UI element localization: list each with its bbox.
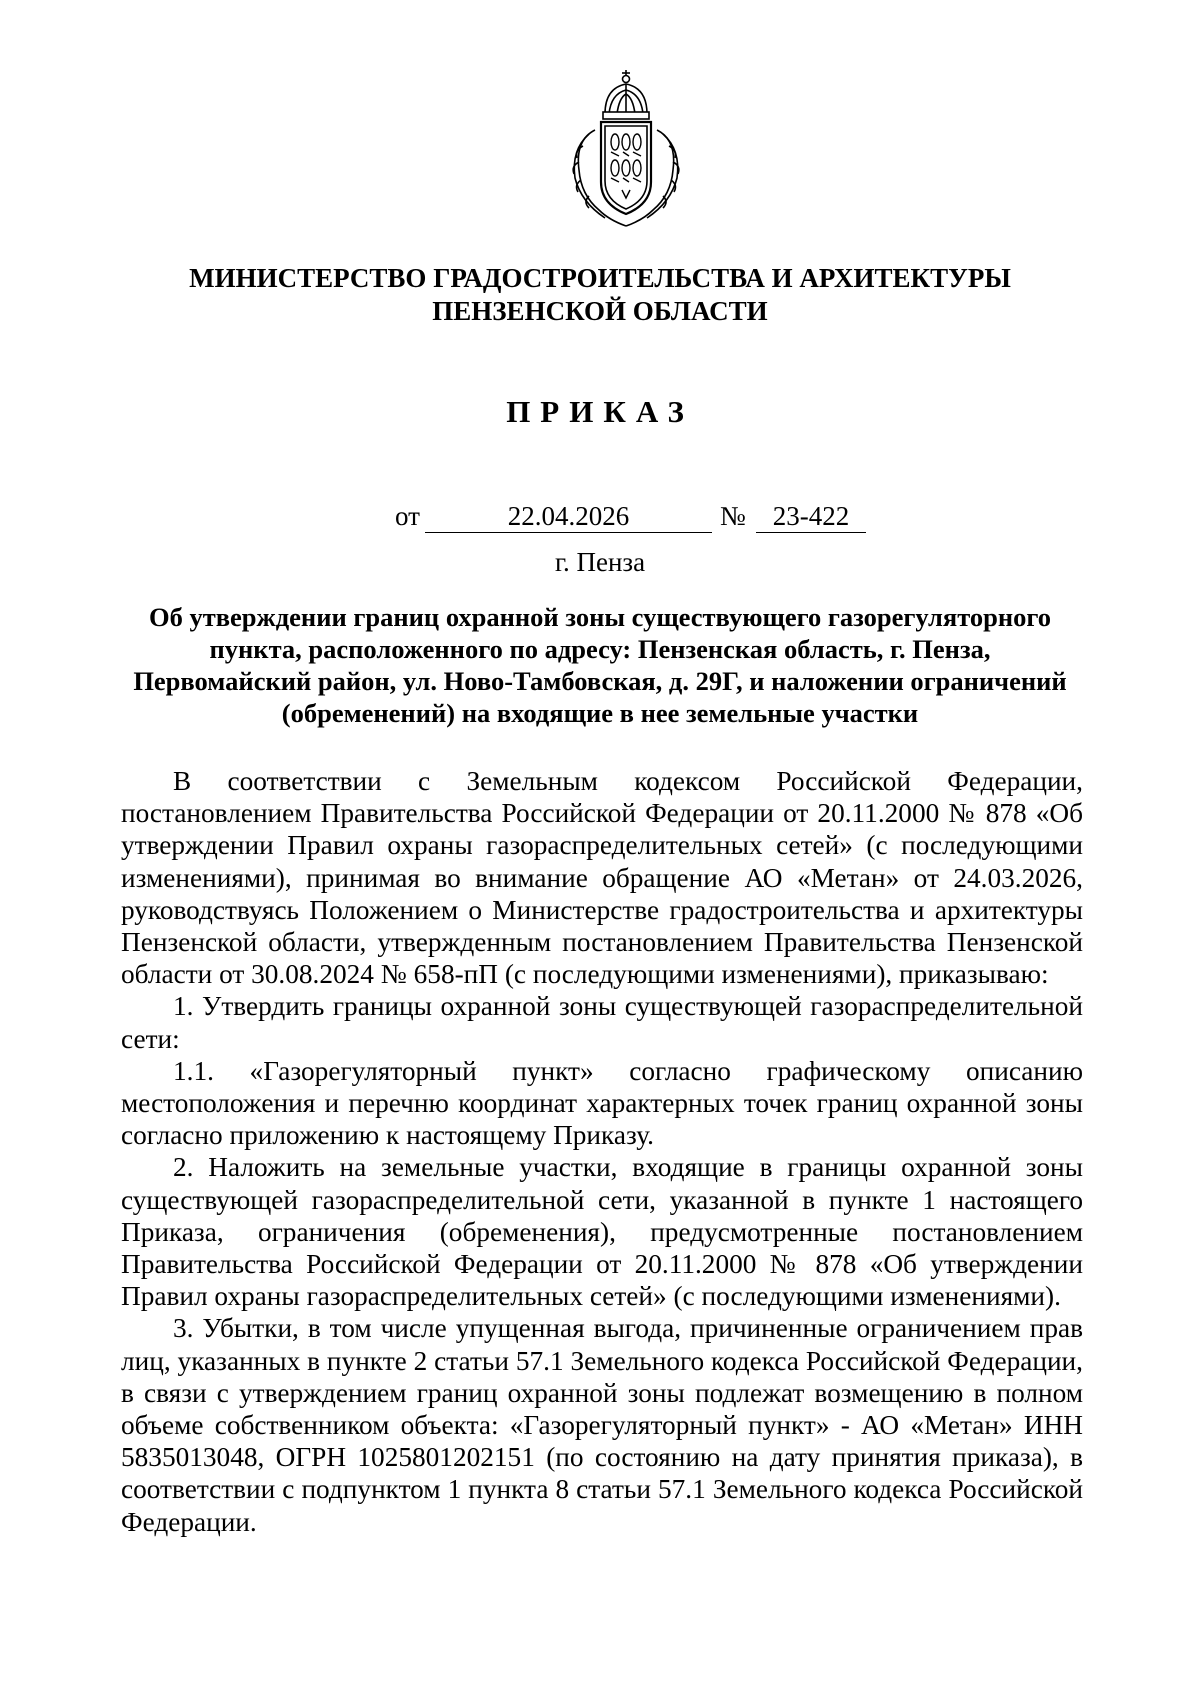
order-date: 22.04.2026 <box>425 501 712 533</box>
ministry-name-line1: МИНИСТЕРСТВО ГРАДОСТРОИТЕЛЬСТВА И АРХИТЕКТУРЫ <box>189 263 1011 293</box>
clause-1-1: 1.1. «Газорегуляторный пункт» согласно графическому описанию местоположения и перечню координат характерных точек границ охранной зоны согласно приложению к настоящему Приказу. <box>121 1055 1083 1151</box>
order-title: ПРИКАЗ <box>506 394 694 429</box>
date-prefix: от <box>395 501 420 531</box>
preamble-paragraph: В соответствии с Земельным кодексом Российской Федерации, постановлением Правительства Российской Федерации от 20.11.2000 № 878 «Об утверждении Правил охраны газораспределительных сетей» (с последующими изменениями), принимая во внимание обращение АО «Метан» от 24.03.2026, руководствуясь Положением о Министерстве градостроительства и архитектуры Пензенской области, утвержденным постановлением Правительства Пензенской области от 30.08.2024 № 658-пП (с последующими изменениями), приказываю: <box>121 766 1083 990</box>
order-city: г. Пенза <box>554 547 646 577</box>
clause-2: 2. Наложить на земельные участки, входящие в границы охранной зоны существующей газораспределительной сети, указанной в пункте 1 настоящего Приказа, ограничения (обременения), предусмотренные постановлением Правительства Российской Федерации от 20.11.2000 № 878 «Об утверждении Правил охраны газораспределительных сетей» (с последующими изменениями). <box>121 1152 1083 1312</box>
order-dateline <box>0 501 1200 537</box>
number-prefix: № <box>720 501 746 531</box>
ministry-name <box>0 262 1200 328</box>
coat-of-arms-icon <box>565 70 687 230</box>
clause-3: 3. Убытки, в том числе упущенная выгода, причиненные ограничением прав лиц, указанных в пункте 2 статьи 57.1 Земельного кодекса Российской Федерации, в связи с утверждением границ охранной зоны подлежат возмещению в полном объеме собственником объекта: «Газорегуляторный пункт» - АО «Метан» ИНН 5835013048, ОГРН 1025801202151 (по состоянию на дату принятия приказа), в соответствии с подпунктом 1 пункта 8 статьи 57.1 Земельного кодекса Российской Федерации. <box>121 1313 1083 1537</box>
order-body <box>121 765 1083 1538</box>
clause-1: 1. Утвердить границы охранной зоны существующей газораспределительной сети: <box>121 991 1083 1054</box>
ministry-name-line2: ПЕНЗЕНСКОЙ ОБЛАСТИ <box>432 296 768 326</box>
order-subject: Об утверждении границ охранной зоны существующего газорегуляторного пункта, расположенного по адресу: Пензенская область, г. Пенза, Первомайский район, ул. Ново-Тамбовская, д. 29Г, и наложении ограничений (обременений) на входящие в нее земельные участки <box>133 602 1067 728</box>
order-number: 23-422 <box>756 501 866 533</box>
